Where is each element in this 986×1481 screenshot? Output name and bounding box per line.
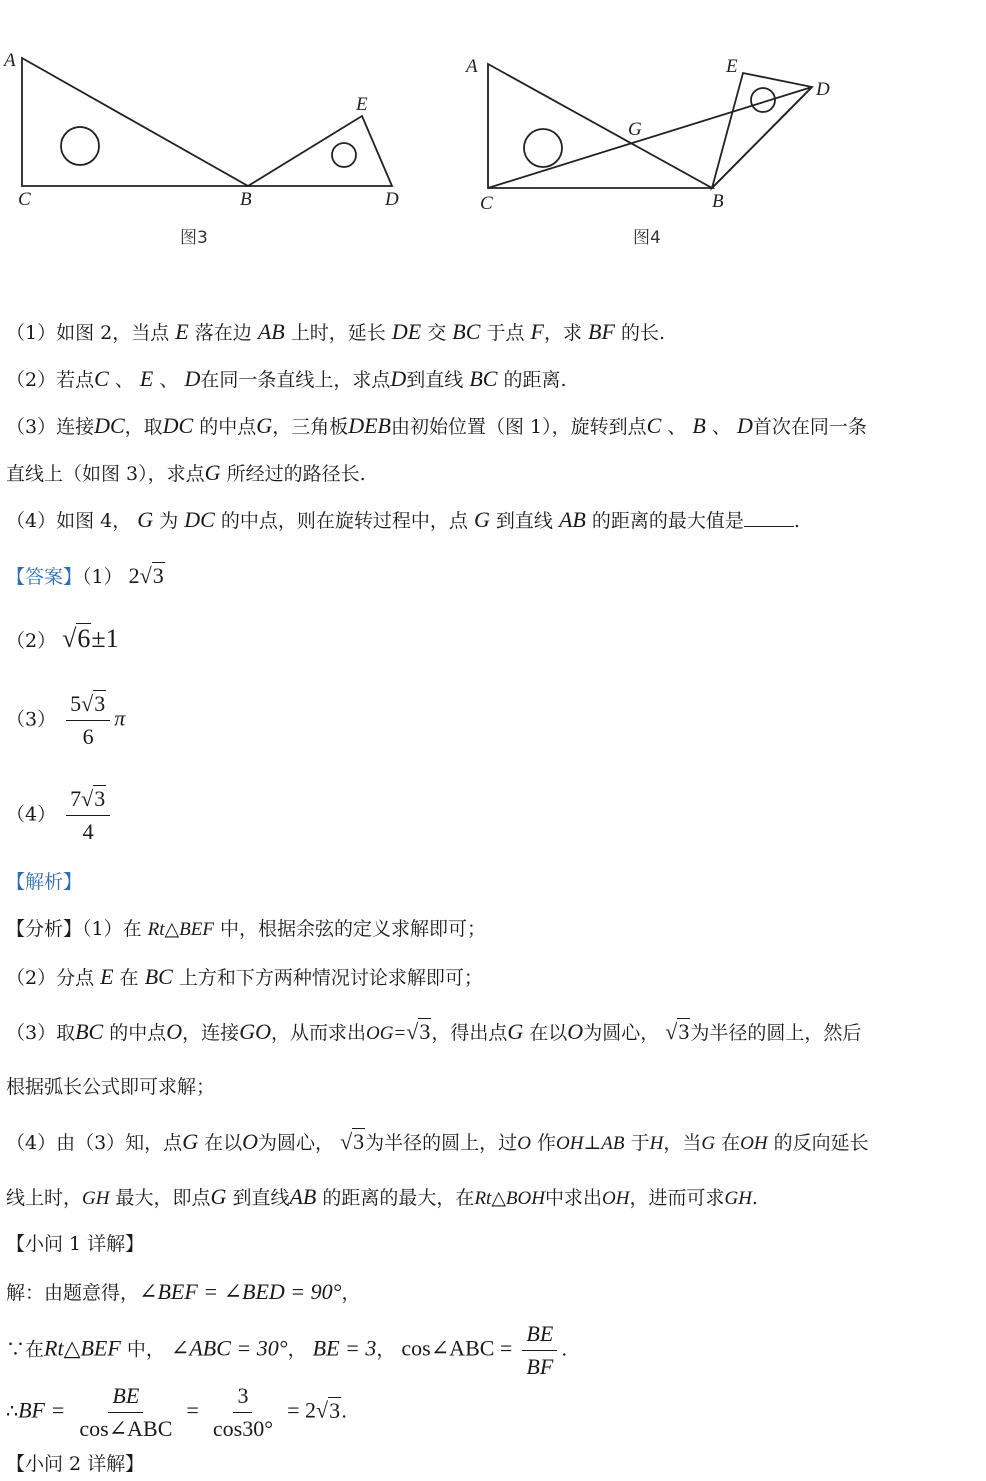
fig4-label-g: G: [628, 119, 642, 140]
fig3-triangle-abc: [22, 58, 248, 186]
detail-1-line-1: 解：由题意得，∠BEF = ∠BED = 90°，: [6, 1279, 361, 1304]
question-2: （2）若点C 、 E 、 D在同一条直线上，求点D到直线 BC 的距离.: [6, 366, 567, 391]
fig3-label-c: C: [18, 189, 31, 210]
fig3-circle-small: [332, 143, 356, 167]
fig4-segment-cd: [488, 87, 812, 188]
fig3-label-b: B: [240, 189, 252, 210]
analysis-3-line-2: 根据弧长公式即可求解；: [6, 1076, 216, 1098]
analysis-2: （2）分点 E 在 BC 上方和下方两种情况讨论求解即可；: [6, 964, 483, 989]
figure-3: [22, 58, 392, 186]
fig4-label-d: D: [816, 79, 830, 100]
fig4-label-e: E: [726, 56, 738, 77]
detail-1-line-3: ∴BF = $\frac{BE}{\text{cos∠ABC}}$ = $\frac{3}{\cos 30^\circ}$ = 2√3.: [6, 1383, 348, 1441]
fig3-label-d: D: [385, 189, 399, 210]
detail-2-tag: 【小问 2 详解】: [6, 1453, 145, 1475]
fig3-circle-large: [61, 127, 99, 165]
fig4-label-b: B: [712, 191, 724, 212]
answer-4: （4） $\frac{7√3}{4}$: [6, 785, 114, 846]
analysis-4-line-1: （4）由（3）知，点G 在以O为圆心， √3为半径的圆上，过O 作OH⊥AB 于H，当G 在OH 的反向延长: [6, 1129, 869, 1154]
question-4: （4）如图 4， G 为 DC 的中点，则在旋转过程中，点 G 到直线 AB 的距离的最大值是 .: [6, 507, 800, 532]
fig4-triangle-abc: [488, 64, 712, 188]
fig4-circle-large: [524, 129, 562, 167]
detail-1-cos-fraction: $\frac{BE}{BF}$: [522, 1320, 557, 1381]
answer-1: 【答案】（1） 2√3: [6, 563, 164, 588]
answer-3: （3） $\frac{5√3}{6}$ π: [6, 691, 126, 749]
analysis-3-line-1: （3）取BC 的中点O，连接GO，从而求出OG=√3，得出点G 在以O为圆心， √3为半径的圆上，然后: [6, 1019, 862, 1044]
question-3-line-1: （3）连接DC，取DC 的中点G，三角板DEB由初始位置（图 1），旋转到点C 、 B 、 D首次在同一条: [6, 413, 867, 438]
fig4-caption: 图4: [633, 228, 661, 248]
fig3-triangle-bde: [248, 116, 392, 186]
detail-1-tag: 【小问 1 详解】: [6, 1233, 145, 1255]
fig4-label-a: A: [466, 56, 478, 77]
figures: [0, 0, 986, 270]
answer-blank: [744, 508, 794, 527]
fig3-caption: 图3: [180, 228, 208, 248]
fig4-label-c: C: [480, 193, 493, 214]
question-3-line-2: 直线上（如图 3），求点G 所经过的路径长.: [6, 460, 366, 485]
detail-1-line-2: ∵在Rt△BEF 中， ∠ABC = 30°， BE = 3， cos∠ABC = $\frac{BE}{BF}$ .: [6, 1321, 568, 1379]
detail-1-bf-fraction-1: $\frac{BE}{\text{cos∠ABC}}$: [79, 1383, 173, 1441]
analysis-4-line-2: 线上时，GH 最大，即点G 到直线AB 的距离的最大，在Rt△BOH中求出OH，进而可求GH.: [6, 1184, 758, 1209]
detail-1-bf-fraction-2: $\frac{3}{\cos 30^\circ}$: [212, 1383, 274, 1441]
figure-4: [488, 64, 812, 188]
answer-2: （2） √6±1: [6, 624, 119, 653]
fig4-triangle-bde: [712, 73, 812, 188]
analysis-1: 【分析】（1）在 Rt△BEF 中，根据余弦的定义求解即可；: [6, 918, 487, 940]
answer-3-fraction: $\frac{5√3}{6}$: [66, 690, 110, 751]
analysis-tag: 【解析】: [6, 871, 83, 893]
answer-tag: 【答案】: [6, 566, 83, 588]
answer-4-fraction: $\frac{7√3}{4}$: [66, 785, 110, 846]
question-1: （1）如图 2，当点 E 落在边 AB 上时，延长 DE 交 BC 于点 F，求 BF 的长.: [6, 319, 665, 344]
fig3-label-e: E: [356, 94, 368, 115]
fig3-label-a: A: [4, 50, 16, 71]
